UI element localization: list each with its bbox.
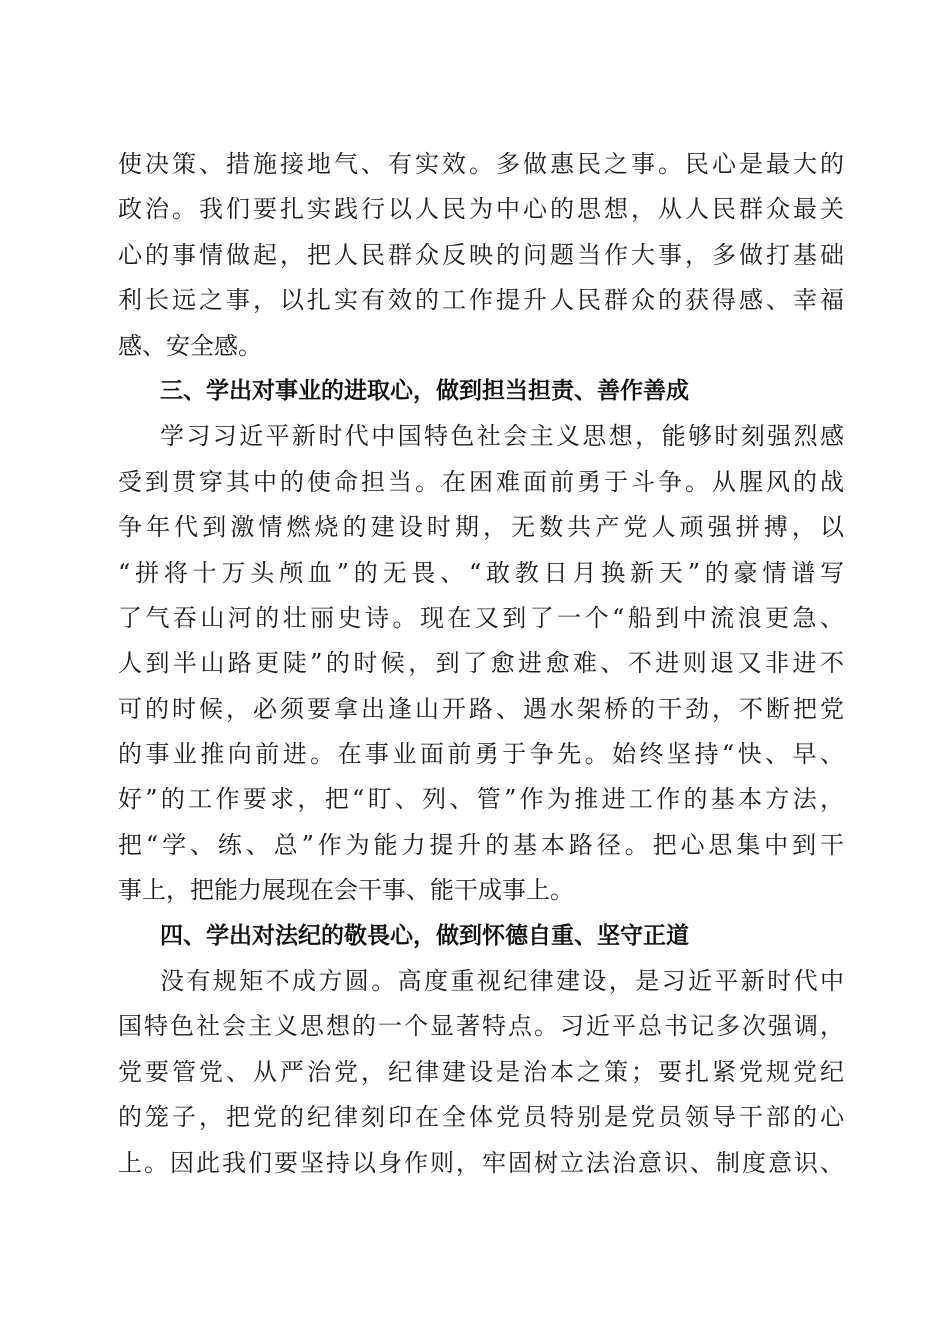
paragraph — [118, 959, 844, 1186]
text-line: 了气吞山河的壮丽史诗。现在又到了一个“船到中流浪更急、 — [118, 603, 844, 632]
text-line: 感、安全感。 — [118, 331, 262, 360]
text-line: 受到贯穿其中的使命担当。在困难面前勇于斗争。从腥风的战 — [118, 467, 844, 496]
text-line: 政治。我们要扎实践行以人民为中心的思想，从人民群众最关 — [118, 195, 844, 224]
text-line: 的笼子，把党的纪律刻印在全体党员特别是党员领导干部的心 — [118, 1103, 844, 1132]
text-line: 上。因此我们要坚持以身作则，牢固树立法治意识、制度意识、 — [118, 1148, 844, 1177]
text-line: 把“学、练、总”作为能力提升的基本路径。把心思集中到干 — [118, 830, 844, 859]
text-line: 好”的工作要求，把“盯、列、管”作为推进工作的基本方法， — [118, 785, 844, 814]
paragraph — [118, 142, 844, 369]
section-heading: 三、学出对事业的进取心，做到担当担责、善作善成 — [160, 377, 689, 404]
document-body — [118, 142, 844, 1186]
text-line: 的事业推向前进。在事业面前勇于争先。始终坚持“快、早、 — [118, 740, 844, 769]
text-line: 心的事情做起，把人民群众反映的问题当作大事，多做打基础 — [118, 240, 844, 269]
paragraph — [118, 414, 844, 913]
section-heading: 四、学出对法纪的敬畏心，做到怀德自重、坚守正道 — [160, 922, 689, 949]
text-line: 国特色社会主义思想的一个显著特点。习近平总书记多次强调， — [118, 1012, 844, 1041]
text-line: 可的时候，必须要拿出逢山开路、遇水架桥的干劲，不断把党 — [118, 694, 844, 723]
text-line: 使决策、措施接地气、有实效。多做惠民之事。民心是最大的 — [118, 150, 844, 178]
text-line: 党要管党、从严治党，纪律建设是治本之策；要扎紧党规党纪 — [118, 1057, 844, 1086]
text-line: 争年代到激情燃烧的建设时期，无数共产党人顽强拼搏，以 — [118, 513, 844, 542]
text-line: 没有规矩不成方圆。高度重视纪律建设，是习近平新时代中 — [160, 967, 844, 996]
text-line: “拼将十万头颅血”的无畏、“敢教日月换新天”的豪情谱写 — [118, 558, 844, 587]
text-line: 人到半山路更陡”的时候，到了愈进愈难、不进则退又非进不 — [118, 649, 844, 678]
text-line: 利长远之事，以扎实有效的工作提升人民群众的获得感、幸福 — [118, 286, 844, 315]
text-line: 事上，把能力展现在会干事、能干成事上。 — [118, 876, 574, 905]
text-line: 学习习近平新时代中国特色社会主义思想，能够时刻强烈感 — [160, 422, 844, 451]
